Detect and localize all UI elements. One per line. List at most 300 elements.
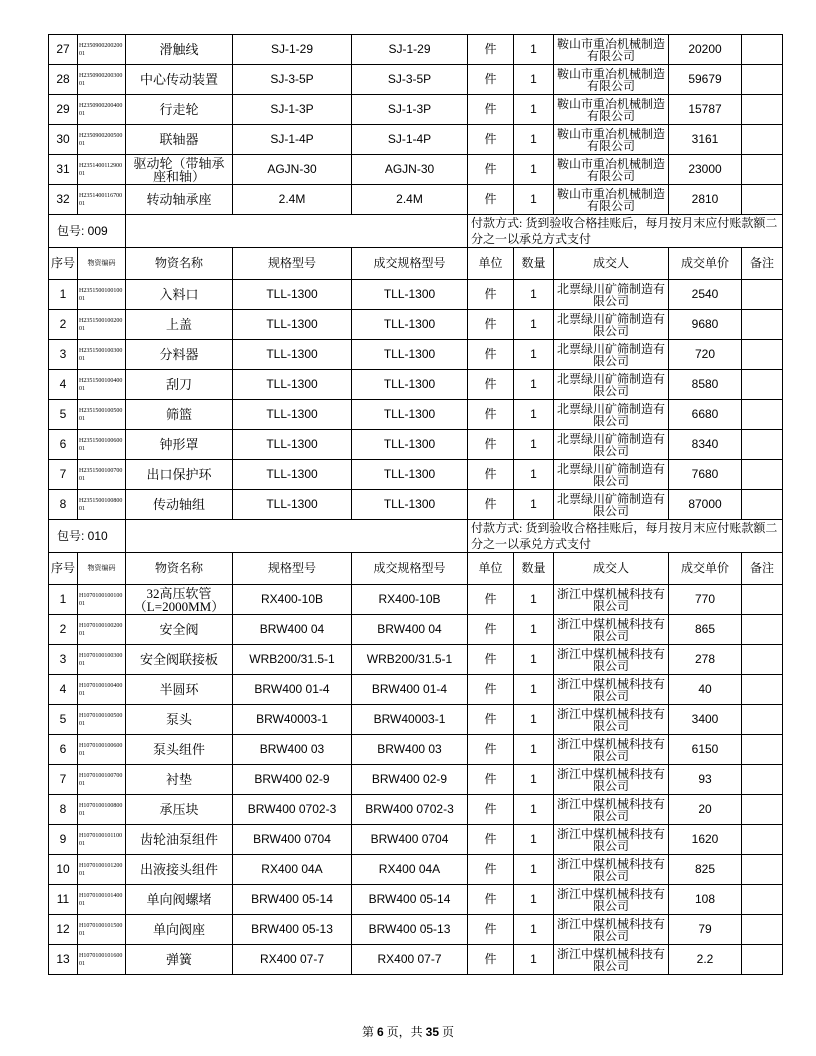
cell-price: 15787 xyxy=(669,95,742,125)
table-row xyxy=(49,310,783,340)
cell-unit: 件 xyxy=(468,735,514,765)
cell-deal-spec: RX400-10B xyxy=(352,585,468,615)
cell-code: H235090020050001 xyxy=(78,125,126,155)
cell-price: 3161 xyxy=(669,125,742,155)
cell-seq: 6 xyxy=(49,735,78,765)
header-deal-spec: 成交规格型号 xyxy=(352,248,468,280)
header-seq: 序号 xyxy=(49,248,78,280)
cell-supplier: 浙江中煤机械科技有限公司 xyxy=(554,945,669,975)
cell-code: H107010010060001 xyxy=(78,735,126,765)
payment-terms: 付款方式: 货到验收合格挂账后，每月按月末应付账款额二分之一以承兑方式支付 xyxy=(468,520,783,553)
cell-seq: 10 xyxy=(49,855,78,885)
cell-name: 泵头 xyxy=(126,705,233,735)
cell-deal-spec: WRB200/31.5-1 xyxy=(352,645,468,675)
cell-remark xyxy=(742,705,783,735)
cell-unit: 件 xyxy=(468,280,514,310)
cell-qty: 1 xyxy=(514,945,554,975)
cell-remark xyxy=(742,280,783,310)
cell-spec: TLL-1300 xyxy=(233,310,352,340)
page-number: 6 xyxy=(376,1025,384,1039)
cell-seq: 28 xyxy=(49,65,78,95)
cell-remark xyxy=(742,885,783,915)
cell-spec: AGJN-30 xyxy=(233,155,352,185)
cell-supplier: 鞍山市重冶机械制造有限公司 xyxy=(554,65,669,95)
cell-price: 720 xyxy=(669,340,742,370)
cell-deal-spec: BRW400 0702-3 xyxy=(352,795,468,825)
cell-remark xyxy=(742,855,783,885)
table-row xyxy=(49,765,783,795)
cell-remark xyxy=(742,340,783,370)
cell-code: H235150010080001 xyxy=(78,490,126,520)
header-price: 成交单价 xyxy=(669,248,742,280)
cell-qty: 1 xyxy=(514,675,554,705)
cell-spec: RX400 07-7 xyxy=(233,945,352,975)
cell-spec: BRW400 0704 xyxy=(233,825,352,855)
cell-unit: 件 xyxy=(468,885,514,915)
cell-seq: 4 xyxy=(49,675,78,705)
cell-price: 20200 xyxy=(669,35,742,65)
cell-name: 安全阀 xyxy=(126,615,233,645)
cell-qty: 1 xyxy=(514,185,554,215)
table-row xyxy=(49,35,783,65)
header-supplier: 成交人 xyxy=(554,553,669,585)
table-header-row xyxy=(49,248,783,280)
cell-qty: 1 xyxy=(514,855,554,885)
cell-price: 825 xyxy=(669,855,742,885)
cell-remark xyxy=(742,735,783,765)
cell-name: 单向阀座 xyxy=(126,915,233,945)
cell-spec: RX400-10B xyxy=(233,585,352,615)
cell-code: H235150010030001 xyxy=(78,340,126,370)
package-spacer xyxy=(126,520,468,553)
cell-unit: 件 xyxy=(468,155,514,185)
cell-supplier: 北票绿川矿筛制造有限公司 xyxy=(554,310,669,340)
cell-price: 108 xyxy=(669,885,742,915)
cell-remark xyxy=(742,125,783,155)
cell-seq: 3 xyxy=(49,645,78,675)
cell-price: 2.2 xyxy=(669,945,742,975)
cell-deal-spec: BRW400 03 xyxy=(352,735,468,765)
cell-remark xyxy=(742,430,783,460)
page-footer xyxy=(0,1023,816,1040)
cell-code: H107010010140001 xyxy=(78,885,126,915)
cell-qty: 1 xyxy=(514,490,554,520)
cell-remark xyxy=(742,945,783,975)
table-header-row xyxy=(49,553,783,585)
table-row xyxy=(49,705,783,735)
cell-seq: 7 xyxy=(49,460,78,490)
cell-price: 2810 xyxy=(669,185,742,215)
cell-code: H107010010020001 xyxy=(78,615,126,645)
cell-deal-spec: BRW400 05-13 xyxy=(352,915,468,945)
cell-name: 分料器 xyxy=(126,340,233,370)
cell-seq: 4 xyxy=(49,370,78,400)
cell-remark xyxy=(742,400,783,430)
cell-price: 20 xyxy=(669,795,742,825)
cell-qty: 1 xyxy=(514,615,554,645)
cell-seq: 9 xyxy=(49,825,78,855)
cell-name: 齿轮油泵组件 xyxy=(126,825,233,855)
table-row xyxy=(49,915,783,945)
cell-code: H235150010040001 xyxy=(78,370,126,400)
procurement-table xyxy=(48,34,783,975)
cell-unit: 件 xyxy=(468,585,514,615)
cell-supplier: 浙江中煤机械科技有限公司 xyxy=(554,795,669,825)
cell-price: 770 xyxy=(669,585,742,615)
cell-remark xyxy=(742,95,783,125)
cell-code: H235150010060001 xyxy=(78,430,126,460)
header-name: 物资名称 xyxy=(126,248,233,280)
cell-qty: 1 xyxy=(514,915,554,945)
table-row xyxy=(49,65,783,95)
cell-remark xyxy=(742,645,783,675)
cell-qty: 1 xyxy=(514,585,554,615)
total-pages: 35 xyxy=(425,1025,440,1039)
cell-price: 1620 xyxy=(669,825,742,855)
table-row xyxy=(49,795,783,825)
cell-name: 衬垫 xyxy=(126,765,233,795)
cell-qty: 1 xyxy=(514,310,554,340)
cell-name: 32高压软管（L=2000MM） xyxy=(126,585,233,615)
cell-deal-spec: TLL-1300 xyxy=(352,400,468,430)
cell-name: 单向阀螺堵 xyxy=(126,885,233,915)
cell-unit: 件 xyxy=(468,35,514,65)
cell-name: 安全阀联接板 xyxy=(126,645,233,675)
header-seq: 序号 xyxy=(49,553,78,585)
cell-supplier: 北票绿川矿筛制造有限公司 xyxy=(554,430,669,460)
cell-remark xyxy=(742,675,783,705)
cell-seq: 7 xyxy=(49,765,78,795)
package-label: 包号: 009 xyxy=(49,215,126,248)
cell-qty: 1 xyxy=(514,765,554,795)
cell-code: H107010010050001 xyxy=(78,705,126,735)
cell-qty: 1 xyxy=(514,705,554,735)
cell-supplier: 北票绿川矿筛制造有限公司 xyxy=(554,370,669,400)
cell-qty: 1 xyxy=(514,370,554,400)
table-row xyxy=(49,185,783,215)
cell-deal-spec: BRW400 04 xyxy=(352,615,468,645)
cell-qty: 1 xyxy=(514,460,554,490)
cell-code: H235150010050001 xyxy=(78,400,126,430)
cell-name: 驱动轮（带轴承座和轴） xyxy=(126,155,233,185)
cell-deal-spec: BRW400 0704 xyxy=(352,825,468,855)
cell-remark xyxy=(742,310,783,340)
cell-seq: 30 xyxy=(49,125,78,155)
cell-spec: SJ-1-3P xyxy=(233,95,352,125)
cell-spec: WRB200/31.5-1 xyxy=(233,645,352,675)
cell-remark xyxy=(742,490,783,520)
cell-code: H235140011290001 xyxy=(78,155,126,185)
header-unit: 单位 xyxy=(468,553,514,585)
cell-deal-spec: SJ-1-4P xyxy=(352,125,468,155)
cell-supplier: 北票绿川矿筛制造有限公司 xyxy=(554,280,669,310)
cell-code: H235090020040001 xyxy=(78,95,126,125)
table-body xyxy=(49,35,783,975)
cell-price: 8340 xyxy=(669,430,742,460)
cell-name: 传动轴组 xyxy=(126,490,233,520)
payment-terms: 付款方式: 货到验收合格挂账后，每月按月末应付账款额二分之一以承兑方式支付 xyxy=(468,215,783,248)
cell-seq: 31 xyxy=(49,155,78,185)
cell-price: 40 xyxy=(669,675,742,705)
cell-code: H107010010160001 xyxy=(78,945,126,975)
header-deal-spec: 成交规格型号 xyxy=(352,553,468,585)
cell-unit: 件 xyxy=(468,310,514,340)
cell-seq: 1 xyxy=(49,280,78,310)
cell-name: 半圆环 xyxy=(126,675,233,705)
cell-deal-spec: SJ-1-3P xyxy=(352,95,468,125)
table-row xyxy=(49,490,783,520)
cell-supplier: 浙江中煤机械科技有限公司 xyxy=(554,615,669,645)
header-code: 物资编码 xyxy=(78,248,126,280)
cell-remark xyxy=(742,915,783,945)
cell-supplier: 北票绿川矿筛制造有限公司 xyxy=(554,340,669,370)
package-label: 包号: 010 xyxy=(49,520,126,553)
cell-unit: 件 xyxy=(468,490,514,520)
cell-spec: BRW400 03 xyxy=(233,735,352,765)
cell-unit: 件 xyxy=(468,645,514,675)
cell-price: 7680 xyxy=(669,460,742,490)
cell-code: H107010010070001 xyxy=(78,765,126,795)
cell-code: H107010010040001 xyxy=(78,675,126,705)
header-supplier: 成交人 xyxy=(554,248,669,280)
cell-unit: 件 xyxy=(468,185,514,215)
table-row xyxy=(49,95,783,125)
cell-price: 93 xyxy=(669,765,742,795)
header-name: 物资名称 xyxy=(126,553,233,585)
cell-spec: SJ-1-29 xyxy=(233,35,352,65)
cell-deal-spec: TLL-1300 xyxy=(352,340,468,370)
cell-supplier: 北票绿川矿筛制造有限公司 xyxy=(554,460,669,490)
cell-spec: BRW400 02-9 xyxy=(233,765,352,795)
cell-supplier: 北票绿川矿筛制造有限公司 xyxy=(554,400,669,430)
table-row xyxy=(49,460,783,490)
cell-supplier: 浙江中煤机械科技有限公司 xyxy=(554,915,669,945)
cell-unit: 件 xyxy=(468,855,514,885)
cell-unit: 件 xyxy=(468,400,514,430)
cell-seq: 2 xyxy=(49,310,78,340)
cell-supplier: 浙江中煤机械科技有限公司 xyxy=(554,705,669,735)
cell-qty: 1 xyxy=(514,95,554,125)
cell-qty: 1 xyxy=(514,795,554,825)
cell-name: 泵头组件 xyxy=(126,735,233,765)
cell-code: H235090020020001 xyxy=(78,35,126,65)
cell-qty: 1 xyxy=(514,280,554,310)
cell-price: 8580 xyxy=(669,370,742,400)
cell-remark xyxy=(742,155,783,185)
cell-remark xyxy=(742,185,783,215)
cell-code: H107010010030001 xyxy=(78,645,126,675)
cell-code: H235150010070001 xyxy=(78,460,126,490)
cell-spec: TLL-1300 xyxy=(233,340,352,370)
cell-supplier: 北票绿川矿筛制造有限公司 xyxy=(554,490,669,520)
table-row xyxy=(49,855,783,885)
header-remark: 备注 xyxy=(742,248,783,280)
cell-seq: 5 xyxy=(49,705,78,735)
cell-name: 出液接头组件 xyxy=(126,855,233,885)
cell-spec: BRW400 01-4 xyxy=(233,675,352,705)
header-code: 物资编码 xyxy=(78,553,126,585)
cell-unit: 件 xyxy=(468,460,514,490)
table-row xyxy=(49,585,783,615)
cell-code: H235150010010001 xyxy=(78,280,126,310)
cell-name: 钟形罩 xyxy=(126,430,233,460)
cell-spec: TLL-1300 xyxy=(233,490,352,520)
header-spec: 规格型号 xyxy=(233,553,352,585)
cell-spec: 2.4M xyxy=(233,185,352,215)
cell-spec: BRW40003-1 xyxy=(233,705,352,735)
cell-price: 79 xyxy=(669,915,742,945)
cell-seq: 27 xyxy=(49,35,78,65)
cell-name: 联轴器 xyxy=(126,125,233,155)
cell-price: 9680 xyxy=(669,310,742,340)
cell-seq: 3 xyxy=(49,340,78,370)
cell-supplier: 浙江中煤机械科技有限公司 xyxy=(554,765,669,795)
cell-price: 6680 xyxy=(669,400,742,430)
cell-remark xyxy=(742,460,783,490)
package-row xyxy=(49,215,783,248)
cell-seq: 8 xyxy=(49,795,78,825)
cell-supplier: 浙江中煤机械科技有限公司 xyxy=(554,585,669,615)
cell-code: H235140011670001 xyxy=(78,185,126,215)
cell-supplier: 鞍山市重冶机械制造有限公司 xyxy=(554,185,669,215)
cell-name: 弹簧 xyxy=(126,945,233,975)
table-row xyxy=(49,645,783,675)
cell-spec: BRW400 04 xyxy=(233,615,352,645)
cell-price: 865 xyxy=(669,615,742,645)
cell-supplier: 浙江中煤机械科技有限公司 xyxy=(554,735,669,765)
cell-unit: 件 xyxy=(468,795,514,825)
cell-code: H235090020030001 xyxy=(78,65,126,95)
table-row xyxy=(49,615,783,645)
cell-name: 刮刀 xyxy=(126,370,233,400)
cell-code: H107010010150001 xyxy=(78,915,126,945)
table-row xyxy=(49,400,783,430)
cell-qty: 1 xyxy=(514,645,554,675)
cell-unit: 件 xyxy=(468,370,514,400)
cell-unit: 件 xyxy=(468,765,514,795)
cell-spec: BRW400 0702-3 xyxy=(233,795,352,825)
cell-unit: 件 xyxy=(468,65,514,95)
cell-name: 中心传动装置 xyxy=(126,65,233,95)
table-row xyxy=(49,370,783,400)
table-row xyxy=(49,735,783,765)
cell-seq: 13 xyxy=(49,945,78,975)
cell-spec: BRW400 05-14 xyxy=(233,885,352,915)
cell-unit: 件 xyxy=(468,945,514,975)
cell-unit: 件 xyxy=(468,95,514,125)
cell-deal-spec: TLL-1300 xyxy=(352,280,468,310)
footer-prefix: 第 xyxy=(361,1025,377,1039)
cell-unit: 件 xyxy=(468,675,514,705)
cell-remark xyxy=(742,370,783,400)
cell-deal-spec: AGJN-30 xyxy=(352,155,468,185)
cell-qty: 1 xyxy=(514,735,554,765)
cell-supplier: 浙江中煤机械科技有限公司 xyxy=(554,855,669,885)
cell-spec: BRW400 05-13 xyxy=(233,915,352,945)
cell-name: 上盖 xyxy=(126,310,233,340)
header-qty: 数量 xyxy=(514,553,554,585)
cell-code: H107010010110001 xyxy=(78,825,126,855)
cell-qty: 1 xyxy=(514,35,554,65)
cell-name: 转动轴承座 xyxy=(126,185,233,215)
cell-name: 滑触线 xyxy=(126,35,233,65)
cell-deal-spec: TLL-1300 xyxy=(352,460,468,490)
cell-deal-spec: BRW400 02-9 xyxy=(352,765,468,795)
table-row xyxy=(49,885,783,915)
cell-price: 278 xyxy=(669,645,742,675)
cell-seq: 32 xyxy=(49,185,78,215)
cell-price: 2540 xyxy=(669,280,742,310)
cell-unit: 件 xyxy=(468,615,514,645)
header-remark: 备注 xyxy=(742,553,783,585)
cell-name: 入料口 xyxy=(126,280,233,310)
cell-remark xyxy=(742,765,783,795)
table-row xyxy=(49,945,783,975)
cell-qty: 1 xyxy=(514,125,554,155)
cell-spec: SJ-3-5P xyxy=(233,65,352,95)
cell-deal-spec: BRW40003-1 xyxy=(352,705,468,735)
cell-remark xyxy=(742,585,783,615)
table-row xyxy=(49,430,783,460)
cell-seq: 2 xyxy=(49,615,78,645)
table-row xyxy=(49,125,783,155)
footer-middle: 页，共 xyxy=(383,1025,426,1039)
cell-code: H107010010120001 xyxy=(78,855,126,885)
cell-name: 筛篮 xyxy=(126,400,233,430)
cell-supplier: 浙江中煤机械科技有限公司 xyxy=(554,885,669,915)
cell-qty: 1 xyxy=(514,400,554,430)
cell-qty: 1 xyxy=(514,825,554,855)
cell-unit: 件 xyxy=(468,340,514,370)
cell-code: H107010010080001 xyxy=(78,795,126,825)
cell-remark xyxy=(742,615,783,645)
cell-spec: TLL-1300 xyxy=(233,430,352,460)
cell-name: 承压块 xyxy=(126,795,233,825)
cell-seq: 29 xyxy=(49,95,78,125)
cell-supplier: 鞍山市重冶机械制造有限公司 xyxy=(554,35,669,65)
footer-suffix: 页 xyxy=(439,1025,455,1039)
cell-qty: 1 xyxy=(514,155,554,185)
cell-name: 出口保护环 xyxy=(126,460,233,490)
header-unit: 单位 xyxy=(468,248,514,280)
cell-deal-spec: TLL-1300 xyxy=(352,490,468,520)
cell-seq: 8 xyxy=(49,490,78,520)
cell-price: 23000 xyxy=(669,155,742,185)
cell-qty: 1 xyxy=(514,885,554,915)
cell-supplier: 浙江中煤机械科技有限公司 xyxy=(554,675,669,705)
package-spacer xyxy=(126,215,468,248)
cell-qty: 1 xyxy=(514,340,554,370)
header-spec: 规格型号 xyxy=(233,248,352,280)
cell-qty: 1 xyxy=(514,65,554,95)
table-row xyxy=(49,155,783,185)
cell-seq: 5 xyxy=(49,400,78,430)
cell-code: H235150010020001 xyxy=(78,310,126,340)
cell-price: 3400 xyxy=(669,705,742,735)
cell-spec: TLL-1300 xyxy=(233,460,352,490)
cell-remark xyxy=(742,825,783,855)
cell-spec: TLL-1300 xyxy=(233,400,352,430)
cell-unit: 件 xyxy=(468,705,514,735)
cell-spec: TLL-1300 xyxy=(233,370,352,400)
document-page xyxy=(48,34,782,975)
table-row xyxy=(49,675,783,705)
cell-supplier: 鞍山市重冶机械制造有限公司 xyxy=(554,155,669,185)
cell-unit: 件 xyxy=(468,430,514,460)
cell-deal-spec: SJ-1-29 xyxy=(352,35,468,65)
cell-name: 行走轮 xyxy=(126,95,233,125)
cell-price: 6150 xyxy=(669,735,742,765)
